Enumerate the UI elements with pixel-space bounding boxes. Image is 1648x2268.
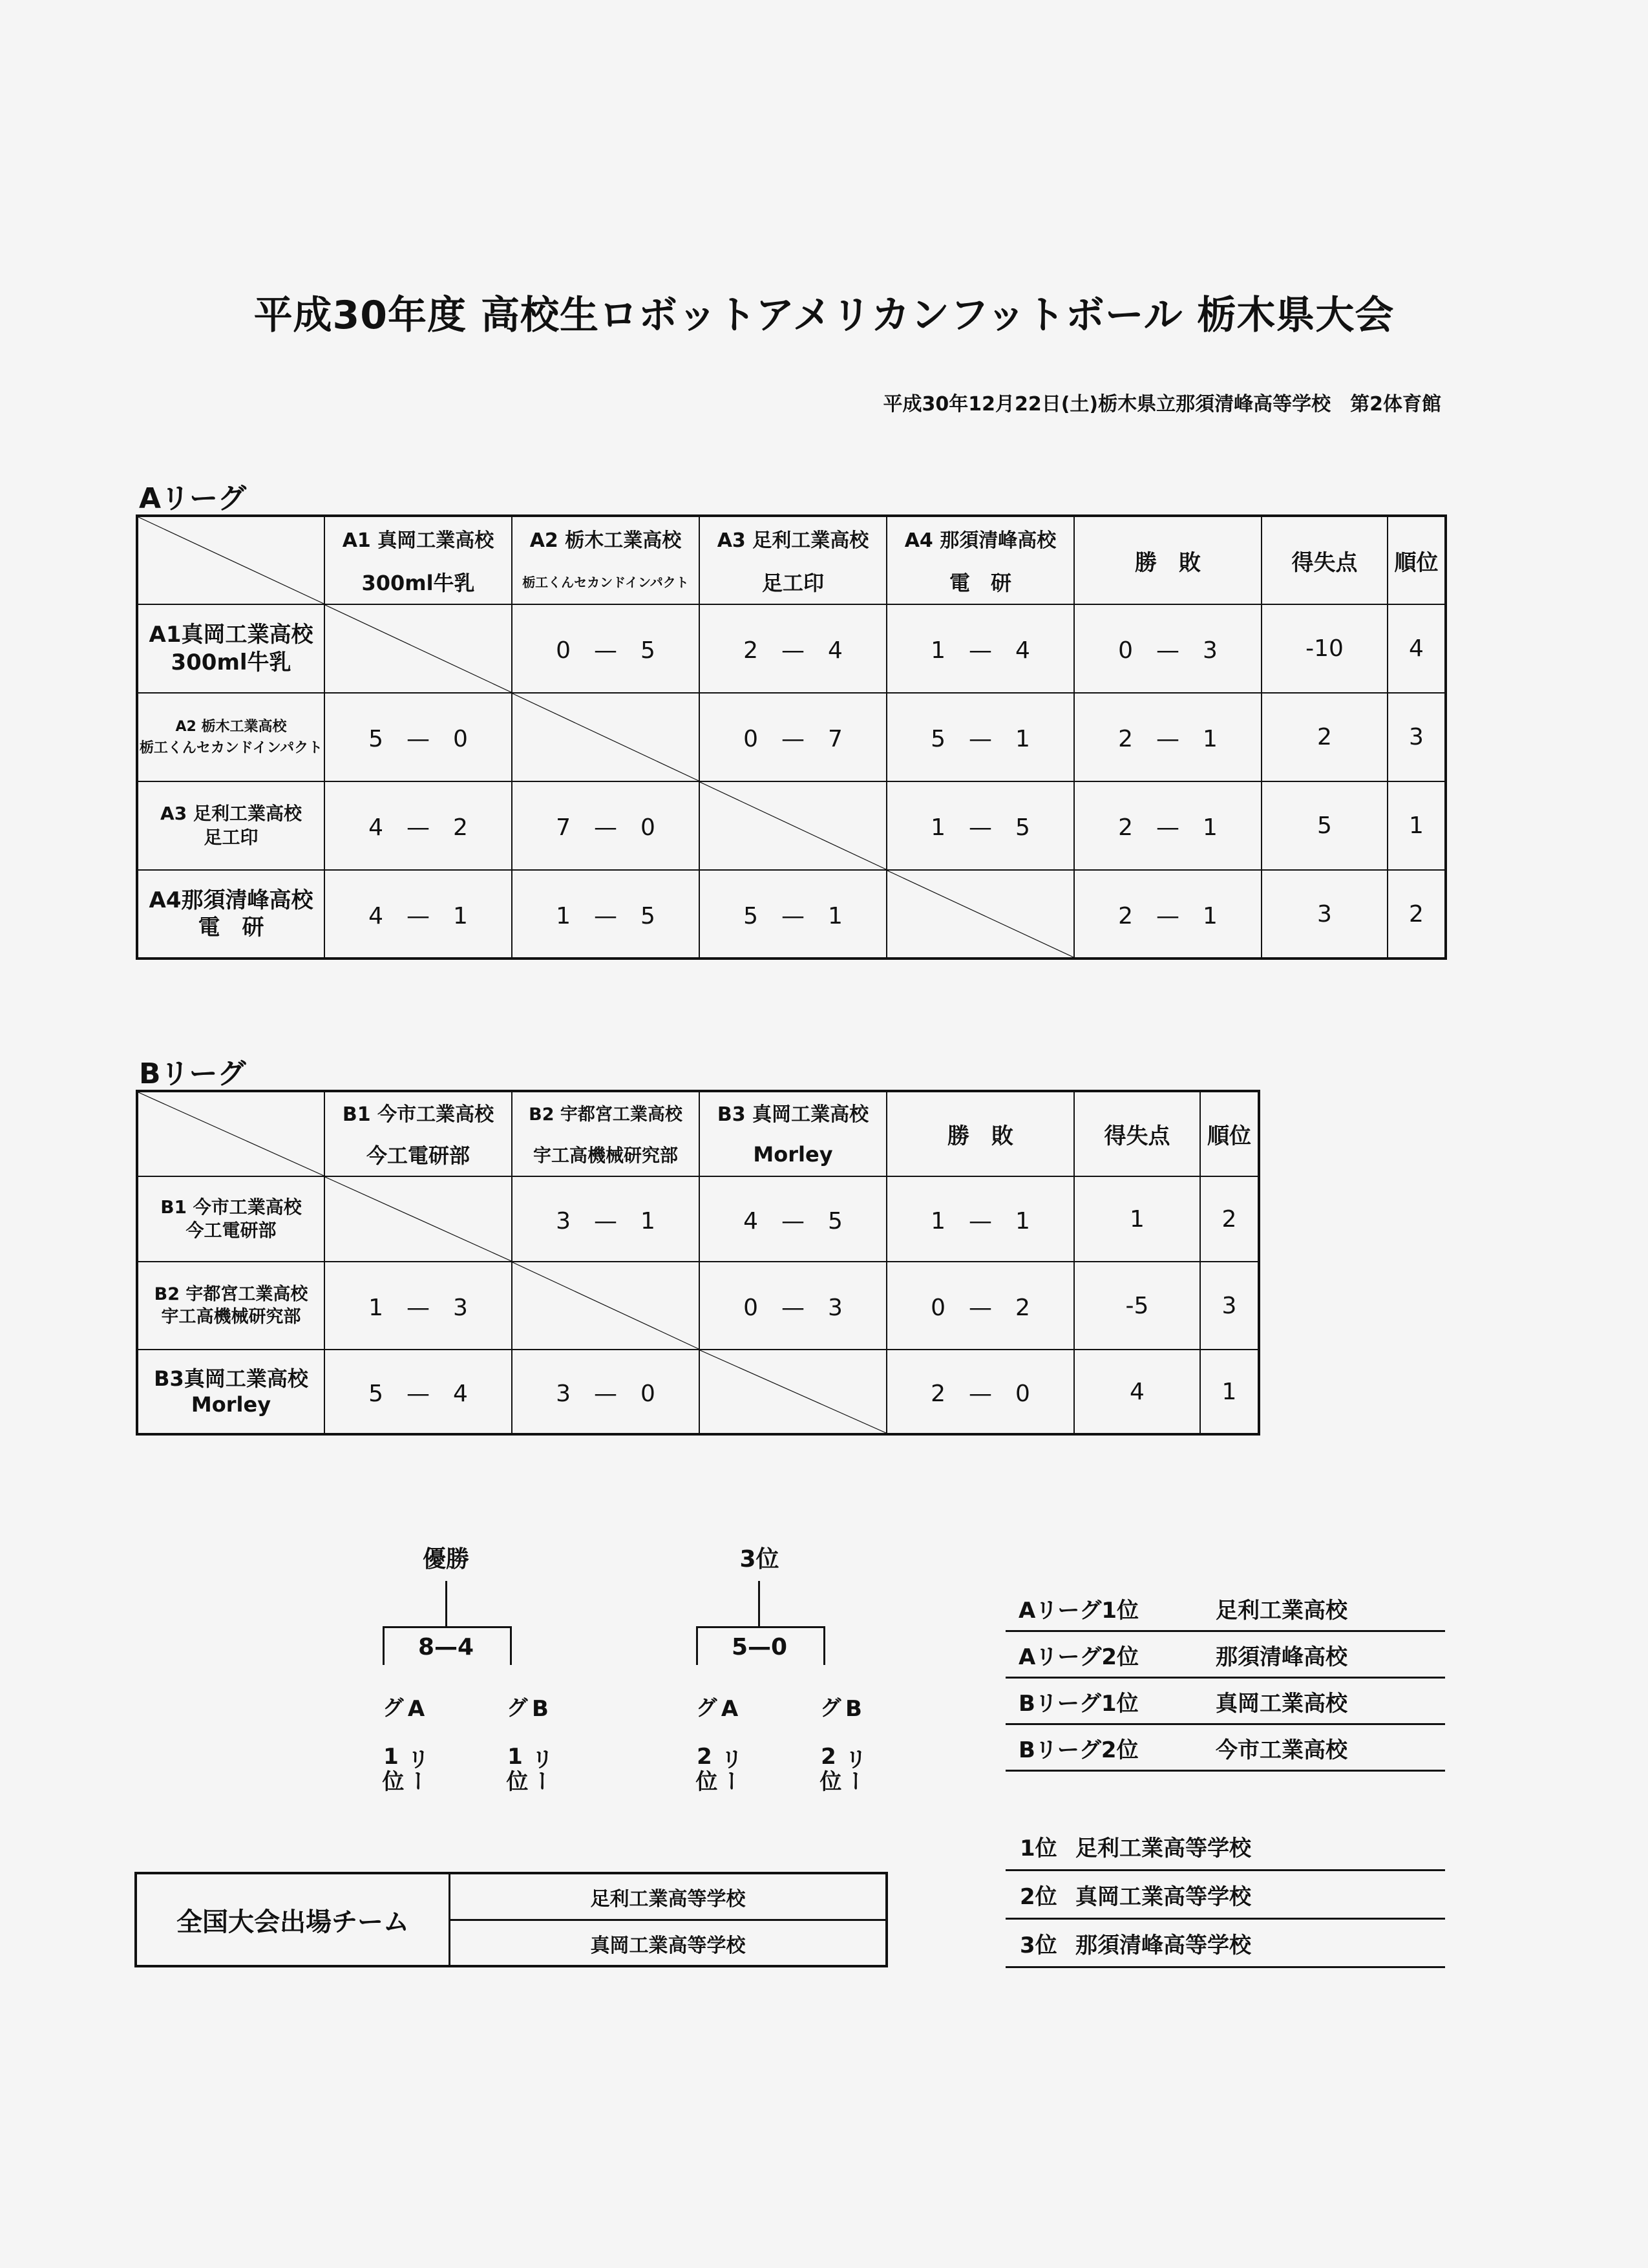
rank-cell: 4: [1388, 604, 1446, 693]
points-cell: -5: [1074, 1262, 1200, 1350]
points-cell: 2: [1262, 693, 1388, 781]
row-team: 足工印: [204, 826, 259, 848]
col-header-b1: B1 今市工業高校: [324, 1091, 512, 1132]
row-team: Morley: [191, 1392, 271, 1417]
rank-cell: 3: [1200, 1262, 1259, 1350]
table-row: [137, 693, 1446, 781]
row-school: A4那須清峰高校: [149, 887, 313, 913]
national-team-1: 足利工業高等学校: [450, 1874, 885, 1921]
points-cell: 1: [1074, 1176, 1200, 1262]
record-cell: 0 — 3: [1074, 604, 1262, 693]
score-cell: 5 — 1: [887, 693, 1074, 781]
row-school: B1 今市工業高校: [160, 1196, 302, 1218]
list-item: [1006, 1633, 1445, 1679]
record-cell: 2 — 0: [887, 1350, 1074, 1434]
col-team-b2: 宇工高機械研究部: [512, 1132, 699, 1176]
col-header-a4: A4 那須清峰高校: [887, 516, 1074, 559]
table-row: [137, 604, 1446, 693]
list-item: [1006, 1586, 1445, 1632]
third-left-text: A リーグ 2位: [691, 1696, 743, 1792]
diagonal-cell: [699, 1350, 887, 1434]
record-header: 勝 敗: [1074, 516, 1262, 604]
col-header-a3: A3 足利工業高校: [699, 516, 887, 559]
rank-header: 順位: [1200, 1091, 1259, 1176]
list-item: [1006, 1823, 1445, 1871]
league-b-table: [136, 1090, 1260, 1436]
record-cell: 0 — 2: [887, 1262, 1074, 1350]
list-item: [1006, 1920, 1445, 1968]
col-team-a4: 電 研: [887, 559, 1074, 604]
row-school: A1真岡工業高校: [149, 622, 313, 648]
bracket-bar: [383, 1626, 512, 1628]
rank-label: Aリーグ2位: [1019, 1644, 1139, 1670]
points-cell: -10: [1262, 604, 1388, 693]
rank-cell: 1: [1388, 781, 1446, 870]
score-cell: 5 — 1: [699, 870, 887, 959]
row-header-a3: [137, 781, 324, 870]
page-title: 平成30年度 高校生ロボットアメリカンフットボール 栃木県大会: [253, 293, 1395, 338]
bracket-stem: [758, 1581, 760, 1626]
rank-label: Bリーグ1位: [1019, 1691, 1139, 1717]
score-cell: 4 — 2: [324, 781, 512, 870]
rank-cell: 1: [1200, 1350, 1259, 1434]
col-team-b3: Morley: [699, 1132, 887, 1176]
points-cell: 3: [1262, 870, 1388, 959]
rank-team: 今市工業高校: [1216, 1737, 1347, 1763]
record-cell: 2 — 1: [1074, 693, 1262, 781]
score-cell: 3 — 1: [512, 1176, 699, 1262]
table-row: [137, 1176, 1259, 1262]
diagonal-cell: [887, 870, 1074, 959]
corner-cell: [137, 516, 324, 604]
final-left-text: A リーグ 1位: [377, 1696, 429, 1792]
row-school: B3真岡工業高校: [154, 1366, 308, 1391]
row-team: 電 研: [198, 915, 264, 940]
third-score: 5—0: [731, 1634, 788, 1660]
diagonal-cell: [324, 604, 512, 693]
record-header: 勝 敗: [887, 1091, 1074, 1176]
bracket-bar: [696, 1626, 825, 1628]
table-row: [137, 1262, 1259, 1350]
points-cell: 4: [1074, 1350, 1200, 1434]
row-team: 栃工くんセカンドインパクト: [139, 739, 323, 756]
final-left-label: [354, 1686, 432, 1808]
league-b-label: Bリーグ: [139, 1057, 246, 1090]
points-cell: 5: [1262, 781, 1388, 870]
final-score: 8—4: [417, 1634, 474, 1660]
col-team-b1: 今工電研部: [324, 1132, 512, 1176]
third-bracket-label: 3位: [739, 1546, 779, 1573]
third-left-label: [668, 1686, 745, 1808]
col-team-a2: 栃工くんセカンドインパクト: [512, 559, 699, 604]
record-cell: 1 — 1: [887, 1176, 1074, 1262]
rank-header: 順位: [1388, 516, 1446, 604]
bracket-right-leg: [823, 1626, 825, 1665]
score-cell: 0 — 5: [512, 604, 699, 693]
score-cell: 3 — 0: [512, 1350, 699, 1434]
diagonal-cell: [699, 781, 887, 870]
bracket-stem: [445, 1581, 447, 1626]
national-team-2: 真岡工業高等学校: [590, 1934, 746, 1957]
score-cell: 1 — 5: [512, 870, 699, 959]
final-team: 足利工業高等学校: [1075, 1836, 1251, 1861]
score-cell: 1 — 4: [887, 604, 1074, 693]
score-cell: 7 — 0: [512, 781, 699, 870]
diagonal-cell: [512, 693, 699, 781]
bracket-right-leg: [510, 1626, 512, 1665]
list-item: [1006, 1726, 1445, 1772]
score-cell: 5 — 4: [324, 1350, 512, 1434]
row-header-b1: [137, 1176, 324, 1262]
table-row: [137, 1350, 1259, 1434]
row-team: 宇工高機械研究部: [161, 1307, 301, 1327]
bracket-left-leg: [696, 1626, 698, 1665]
col-header-b3: B3 真岡工業高校: [699, 1091, 887, 1132]
rank-cell: 3: [1388, 693, 1446, 781]
rank-team: 真岡工業高校: [1216, 1691, 1347, 1717]
final-place: 1位: [1020, 1836, 1057, 1861]
list-item: [1006, 1871, 1445, 1920]
points-header: 得失点: [1262, 516, 1388, 604]
rank-team: 足利工業高校: [1216, 1598, 1347, 1624]
final-place: 2位: [1020, 1884, 1057, 1910]
row-header-a4: [137, 870, 324, 959]
row-team: 今工電研部: [185, 1220, 277, 1241]
record-cell: 2 — 1: [1074, 781, 1262, 870]
points-header: 得失点: [1074, 1091, 1200, 1176]
score-cell: 2 — 4: [699, 604, 887, 693]
row-header-b3: [137, 1350, 324, 1434]
rank-label: Bリーグ2位: [1019, 1737, 1139, 1763]
score-cell: 1 — 5: [887, 781, 1074, 870]
col-team-a1: 300ml牛乳: [324, 559, 512, 604]
row-team: 300ml牛乳: [171, 649, 291, 675]
score-cell: 1 — 3: [324, 1262, 512, 1350]
league-a-label: Aリーグ: [139, 482, 247, 515]
diagonal-cell: [512, 1262, 699, 1350]
rank-cell: 2: [1200, 1176, 1259, 1262]
final-team: 那須清峰高等学校: [1075, 1933, 1251, 1958]
score-cell: 0 — 3: [699, 1262, 887, 1350]
score-cell: 4 — 5: [699, 1176, 887, 1262]
table-row: [137, 781, 1446, 870]
league-a-table: [136, 514, 1447, 960]
score-cell: 0 — 7: [699, 693, 887, 781]
event-info: 平成30年12月22日(土)栃木県立那須清峰高等学校 第2体育館: [883, 393, 1441, 416]
list-item: [1006, 1679, 1445, 1725]
row-school: A2 栃木工業高校: [175, 718, 287, 735]
table-row: [137, 870, 1446, 959]
third-right-text: B リーグ 2位: [815, 1696, 867, 1792]
record-cell: 2 — 1: [1074, 870, 1262, 959]
col-team-a3: 足工印: [699, 559, 887, 604]
row-header-a1: [137, 604, 324, 693]
score-cell: 5 — 0: [324, 693, 512, 781]
corner-cell: [137, 1091, 324, 1176]
col-header-a2: A2 栃木工業高校: [512, 516, 699, 559]
rank-label: Aリーグ1位: [1019, 1598, 1139, 1624]
final-right-text: B リーグ 1位: [502, 1696, 553, 1792]
final-team: 真岡工業高等学校: [1075, 1884, 1251, 1910]
rank-cell: 2: [1388, 870, 1446, 959]
col-header-b2: B2 宇都宮工業高校: [512, 1091, 699, 1132]
rank-team: 那須清峰高校: [1216, 1644, 1347, 1670]
final-place: 3位: [1020, 1933, 1057, 1958]
diagonal-cell: [324, 1176, 512, 1262]
third-right-label: [792, 1686, 869, 1808]
row-school: B2 宇都宮工業高校: [154, 1284, 308, 1304]
final-bracket-label: 優勝: [422, 1546, 469, 1573]
bracket-left-leg: [383, 1626, 385, 1665]
row-school: A3 足利工業高校: [160, 803, 302, 825]
col-header-a1: A1 真岡工業高校: [324, 516, 512, 559]
national-teams-table: [134, 1872, 888, 1967]
row-header-a2: [137, 693, 324, 781]
score-cell: 4 — 1: [324, 870, 512, 959]
final-right-label: [478, 1686, 556, 1808]
row-header-b2: [137, 1262, 324, 1350]
national-label: 全国大会出場チーム: [137, 1874, 450, 1965]
